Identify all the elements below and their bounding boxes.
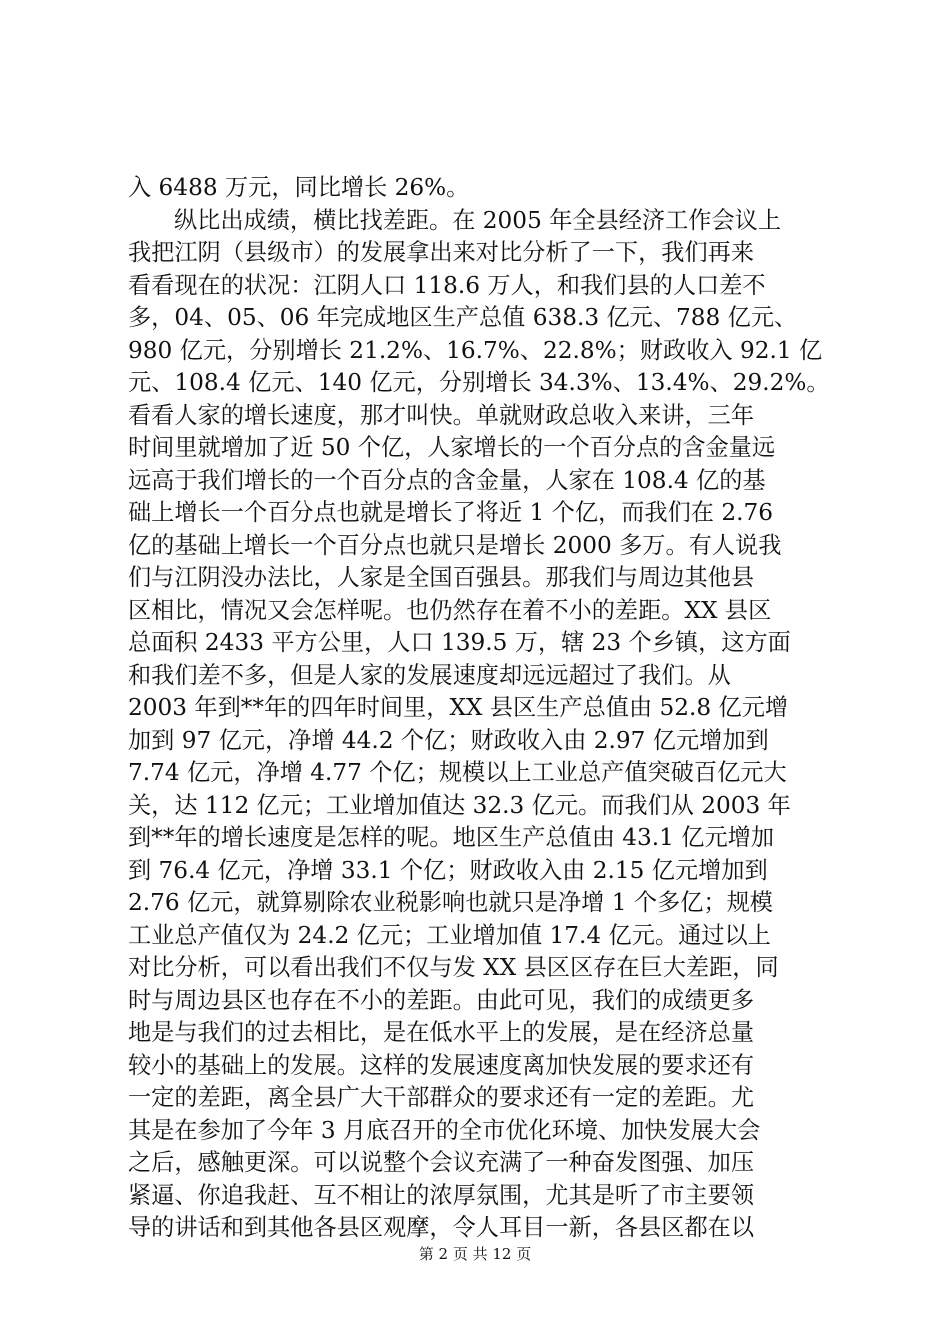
- text-line: 导的讲话和到其他各县区观摩，令人耳目一新，各县区都在以: [128, 1214, 755, 1241]
- text-line: 之后，感触更深。可以说整个会议充满了一种奋发图强、加压: [128, 1149, 755, 1176]
- paragraph-first-line: 纵比出成绩，横比找差距。在 2005 年全县经济工作会议上: [174, 206, 782, 234]
- text-line: 础上增长一个百分点也就是增长了将近 1 个亿，而我们在 2.76: [128, 499, 773, 526]
- page-footer: [0, 1244, 950, 1264]
- text-line: 7.74 亿元，净增 4.77 个亿；规模以上工业总产值突破百亿元大: [128, 759, 787, 786]
- text-line: 我把江阴（县级市）的发展拿出来对比分析了一下，我们再来: [128, 239, 755, 266]
- text-line: 远高于我们增长的一个百分点的含金量，人家在 108.4 亿的基: [128, 466, 766, 494]
- page-number: 第 2 页 共 12 页: [418, 1245, 532, 1263]
- text-line: 亿的基础上增长一个百分点也就只是增长 2000 多万。有人说我: [128, 531, 782, 559]
- text-line: 看看现在的状况：江阴人口 118.6 万人，和我们县的人口差不: [128, 271, 766, 299]
- text-line: 到**年的增长速度是怎样的呢。地区生产总值由 43.1 亿元增加: [128, 824, 775, 851]
- text-line: 和我们差不多，但是人家的发展速度却远远超过了我们。从: [128, 661, 731, 689]
- text-line: 时间里就增加了近 50 个亿，人家增长的一个百分点的含金量远: [128, 434, 776, 461]
- text-line: 2.76 亿元，就算剔除农业税影响也就只是净增 1 个多亿；规模: [128, 889, 773, 916]
- text-line: 入 6488 万元，同比增长 26%。: [128, 174, 470, 201]
- text-line: 看看人家的增长速度，那才叫快。单就财政总收入来讲，三年: [128, 401, 755, 429]
- body-text: [128, 172, 828, 1245]
- text-line: 2003 年到**年的四年时间里，XX 县区生产总值由 52.8 亿元增: [128, 694, 789, 721]
- text-line: 总面积 2433 平方公里，人口 139.5 万，辖 23 个乡镇，这方面: [128, 629, 791, 656]
- text-line: 紧逼、你追我赶、互不相让的浓厚氛围，尤其是听了市主要领: [128, 1181, 755, 1209]
- text-line: 一定的差距，离全县广大干部群众的要求还有一定的差距。尤: [128, 1084, 755, 1111]
- text-line: 们与江阴没办法比，人家是全国百强县。那我们与周边其他县: [128, 564, 755, 591]
- text-line: 对比分析，可以看出我们不仅与发 XX 县区区存在巨大差距，同: [128, 954, 779, 981]
- text-line: 到 76.4 亿元，净增 33.1 个亿；财政收入由 2.15 亿元增加到: [128, 856, 768, 884]
- text-line: 元、108.4 亿元、140 亿元，分别增长 34.3%、13.4%、29.2%。: [128, 369, 830, 396]
- text-line: 较小的基础上的发展。这样的发展速度离加快发展的要求还有: [128, 1051, 755, 1079]
- text-line: 其是在参加了今年 3 月底召开的全市优化环境、加快发展大会: [128, 1116, 761, 1144]
- text-line: 980 亿元，分别增长 21.2%、16.7%、22.8%；财政收入 92.1 亿: [128, 336, 823, 364]
- text-line: 地是与我们的过去相比，是在低水平上的发展，是在经济总量: [128, 1019, 755, 1046]
- text-line: 区相比，情况又会怎样呢。也仍然存在着不小的差距。XX 县区: [128, 596, 772, 624]
- text-line: 工业总产值仅为 24.2 亿元；工业增加值 17.4 亿元。通过以上: [128, 921, 771, 949]
- text-line: 关，达 112 亿元；工业增加值达 32.3 亿元。而我们从 2003 年: [128, 791, 791, 819]
- text-line: 加到 97 亿元，净增 44.2 个亿；财政收入由 2.97 亿元增加到: [128, 726, 769, 754]
- text-line: 时与周边县区也存在不小的差距。由此可见，我们的成绩更多: [128, 986, 755, 1014]
- text-line: 多，04、05、06 年完成地区生产总值 638.3 亿元、788 亿元、: [128, 304, 798, 331]
